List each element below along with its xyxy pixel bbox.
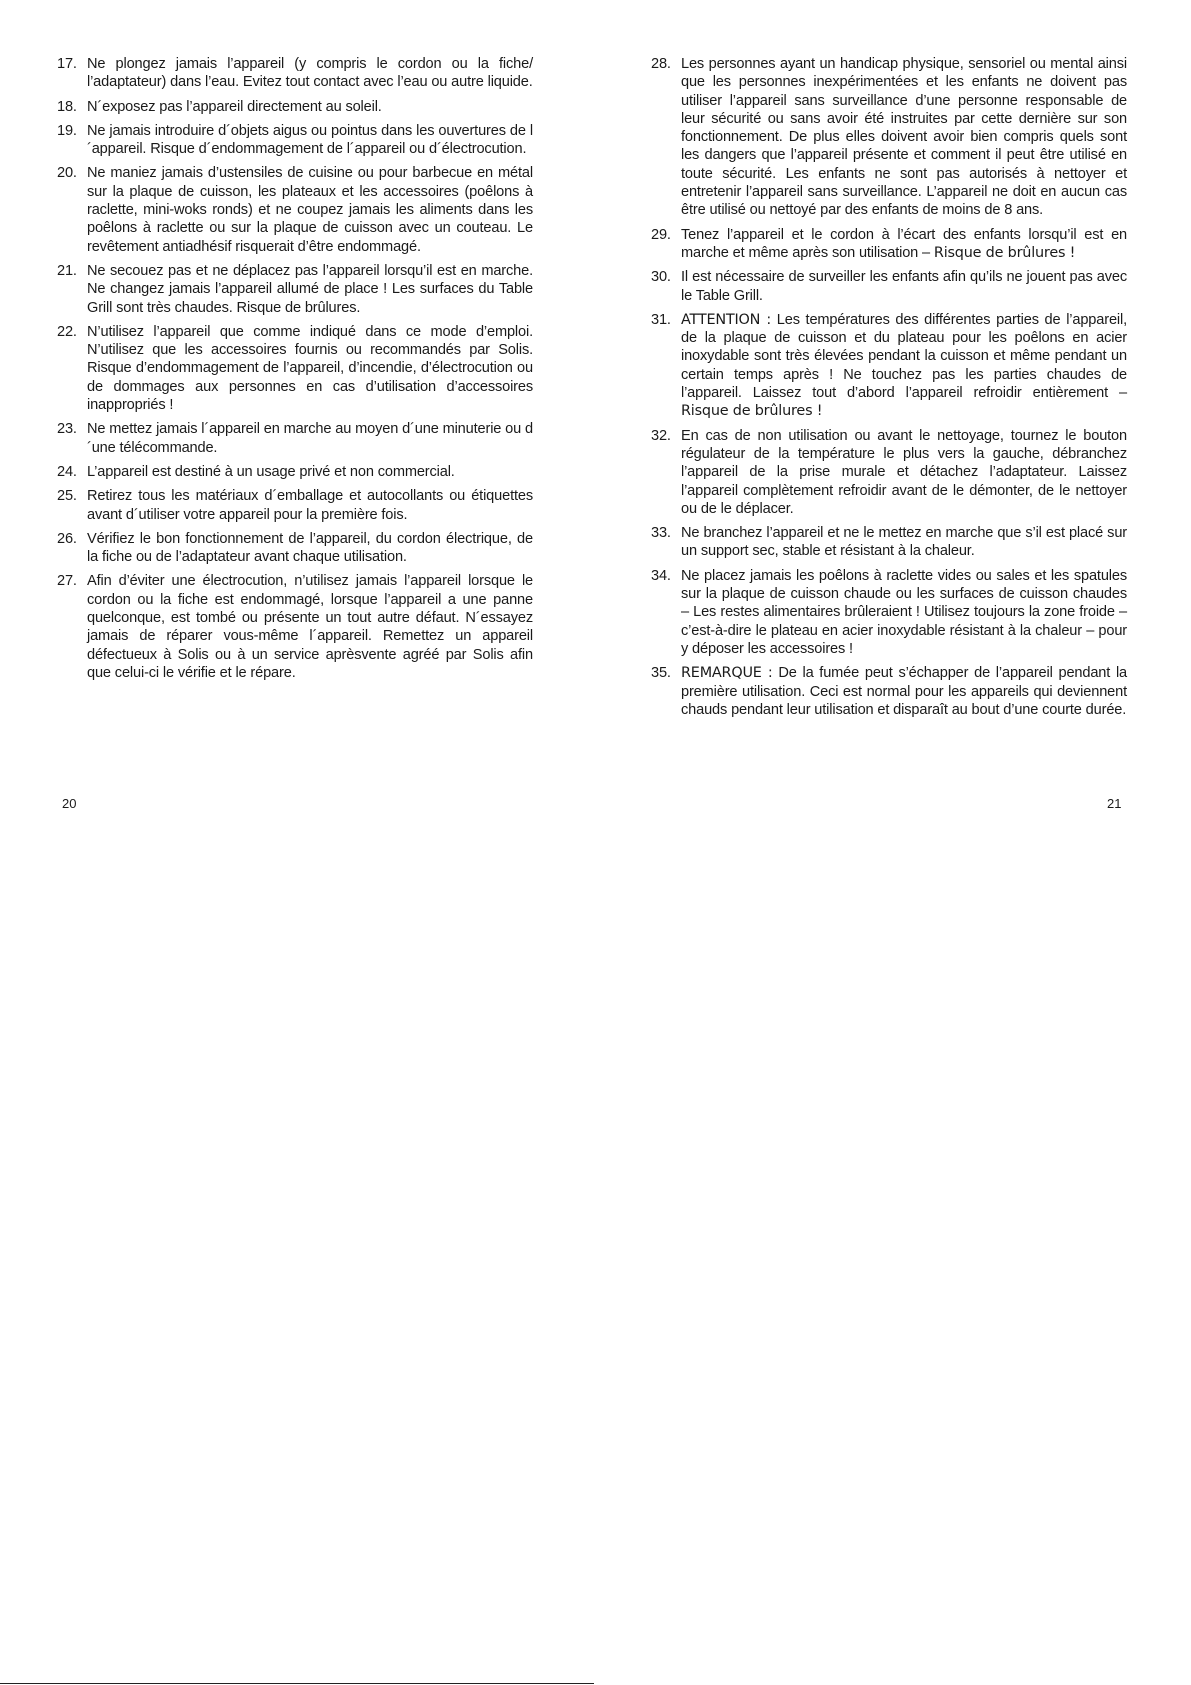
item-number: 22.	[57, 323, 77, 340]
list-item	[57, 463, 533, 481]
item-text: Vérifiez le bon fonctionnement de l’appareil, du cordon électrique, de la fiche ou de l’adaptateur avant chaque utilisation.	[87, 530, 533, 566]
page-number-right: 21	[1107, 796, 1122, 811]
list-item	[57, 122, 533, 159]
item-number: 20.	[57, 165, 77, 182]
list-item	[57, 55, 533, 92]
item-number: 18.	[57, 98, 77, 115]
item-text: Il est nécessaire de surveiller les enfants afin qu’ils ne jouent pas avec le Table Grill.	[681, 269, 1127, 304]
list-item	[651, 311, 1127, 421]
item-number: 19.	[57, 122, 77, 139]
item-text: N´exposez pas l’appareil directement au soleil.	[87, 98, 382, 115]
list-item	[57, 98, 533, 116]
item-number: 30.	[651, 269, 671, 286]
item-number: 28.	[651, 56, 671, 72]
item-number: 24.	[57, 463, 77, 480]
left-column	[57, 55, 533, 688]
list-item	[57, 420, 533, 457]
item-text: Ne mettez jamais l´appareil en marche au moyen d´une minuterie ou d´une télécommande.	[87, 421, 533, 456]
list-item	[651, 268, 1127, 305]
item-text: Ne placez jamais les poêlons à raclette vides ou sales et les spatules sur la plaque de cuisson chaude ou les surfaces de cuisson chaudes – Les restes alimentaires brûleraient ! Utilisez toujours la zone froide – c’est-à-dire le plateau en acier inoxydable résistant à la chaleur – pour y déposer les accessoires !	[681, 567, 1127, 657]
list-item	[651, 567, 1127, 658]
item-text: Ne jamais introduire d´objets aigus ou pointus dans les ouvertures de l´appareil. Risque d´endommagement de l´appareil ou d´électrocution.	[87, 122, 533, 158]
item-number: 27.	[57, 573, 77, 590]
item-text: Retirez tous les matériaux d´emballage et autocollants ou étiquettes avant d´utiliser votre appareil pour la première fois.	[87, 488, 533, 523]
item-text: Les températures des différentes parties de l’appareil, de la plaque de cuisson et du plateau pour les poêlons en acier inoxydable sont très élevées pendant la cuisson et même pendant un certain temps après ! Ne touchez pas les parties chaudes de l’appareil. Laissez tout d’abord l’appareil refroidir entièrement –	[681, 311, 1128, 402]
attention-label: ATTENTION :	[681, 311, 772, 328]
item-number: 33.	[651, 525, 671, 542]
item-number: 26.	[57, 530, 77, 547]
item-number: 35.	[651, 665, 671, 682]
item-number: 23.	[57, 421, 77, 438]
item-text: Les personnes ayant un handicap physique, sensoriel ou mental ainsi que les personnes inexpérimentées et les enfants ne doivent pas utiliser l’appareil sans surveillance d’une personne responsable de leur sécurité ou sans avoir été instruites par cette dernière sur son fonctionnement. De plus elles doivent avoir bien compris quels sont les dangers que l’appareil présente et comment il peut être utilisé en toute sécurité. Les enfants ne sont pas autorisés à nettoyer et entretenir l’appareil sans surveillance. L’appareil ne doit en aucun cas être utilisé ou nettoyé par des enfants de moins de 8 ans.	[681, 56, 1127, 219]
item-number: 34.	[651, 567, 671, 584]
item-number: 21.	[57, 262, 77, 279]
bottom-divider	[0, 1683, 594, 1684]
list-item	[57, 572, 533, 682]
item-text: N’utilisez l’appareil que comme indiqué dans ce mode d’emploi. N’utilisez que les accessoires fournis ou recommandés par Solis. Risque d’endommagement de l’appareil, d’incendie, d’électrocution ou de dommages aux personnes en cas d’utilisation d’accessoires inappropriés !	[87, 323, 533, 414]
list-item	[651, 226, 1127, 263]
list-item	[651, 55, 1127, 220]
list-item	[57, 487, 533, 524]
item-number: 25.	[57, 488, 77, 505]
item-text: Ne branchez l’appareil et ne le mettez en marche que s’il est placé sur un support sec, stable et résistant à la chaleur.	[681, 525, 1127, 560]
item-text: Ne maniez jamais d’ustensiles de cuisine ou pour barbecue en métal sur la plaque de cuisson, les plateaux et les accessoires (poêlons à raclette, mini-woks ronds) et ne coupez jamais les aliments dans les poêlons à raclette ou sur la plaque de cuisson avec un couteau. Le revêtement antiadhésif risquerait d’être endommagé.	[87, 165, 533, 255]
list-item	[651, 524, 1127, 561]
remark-label: REMARQUE :	[681, 665, 773, 682]
page-number-left: 20	[62, 796, 77, 811]
item-text: L’appareil est destiné à un usage privé et non commercial.	[87, 463, 455, 480]
item-number: 17.	[57, 56, 77, 72]
item-number: 29.	[651, 226, 671, 243]
list-item	[57, 262, 533, 317]
item-text: En cas de non utilisation ou avant le nettoyage, tournez le bouton régulateur de la température le plus vers la gauche, débranchez l’appareil de la prise murale et détachez l’adaptateur. Laissez l’appareil complètement refroidir avant de le démonter, de le nettoyer ou de le déplacer.	[681, 427, 1127, 517]
item-number: 31.	[651, 311, 671, 328]
list-item	[651, 427, 1127, 518]
list-item	[57, 164, 533, 255]
item-text: Afin d’éviter une électrocution, n’utilisez jamais l’appareil lorsque le cordon ou la fiche est endommagé, lorsque l’appareil a une panne quelconque, est tombé ou présente un tout autre défaut. N´essayez jamais de réparer vous-même l´appareil. Remettez un appareil défectueux à Solis ou à un service aprèsvente agréé par Solis afin que celui-ci le vérifie et le répare.	[87, 573, 533, 681]
item-text: De la fumée peut s’échapper de l’appareil pendant la première utilisation. Ceci est normal pour les appareils qui deviennent chauds pendant leur utilisation et disparaît au bout d’une courte durée.	[681, 665, 1127, 718]
burn-warning: Risque de brûlures !	[681, 403, 823, 420]
list-item	[57, 530, 533, 567]
item-text: Tenez l’appareil et le cordon à l’écart des enfants lorsqu’il est en marche et même après son utilisation –	[681, 226, 1127, 261]
list-item	[57, 323, 533, 414]
item-text: Ne plongez jamais l’appareil (y compris le cordon ou la fiche/ l’adaptateur) dans l’eau. Evitez tout contact avec l’eau ou autre liquide.	[87, 56, 533, 91]
right-column	[651, 55, 1127, 725]
item-number: 32.	[651, 427, 671, 444]
list-item	[651, 664, 1127, 719]
item-text: Ne secouez pas et ne déplacez pas l’appareil lorsqu’il est en marche. Ne changez jamais l’appareil allumé de place ! Les surfaces du Table Grill sont très chaudes. Risque de brûlures.	[87, 262, 533, 316]
burn-warning: Risque de brûlures !	[933, 244, 1076, 261]
